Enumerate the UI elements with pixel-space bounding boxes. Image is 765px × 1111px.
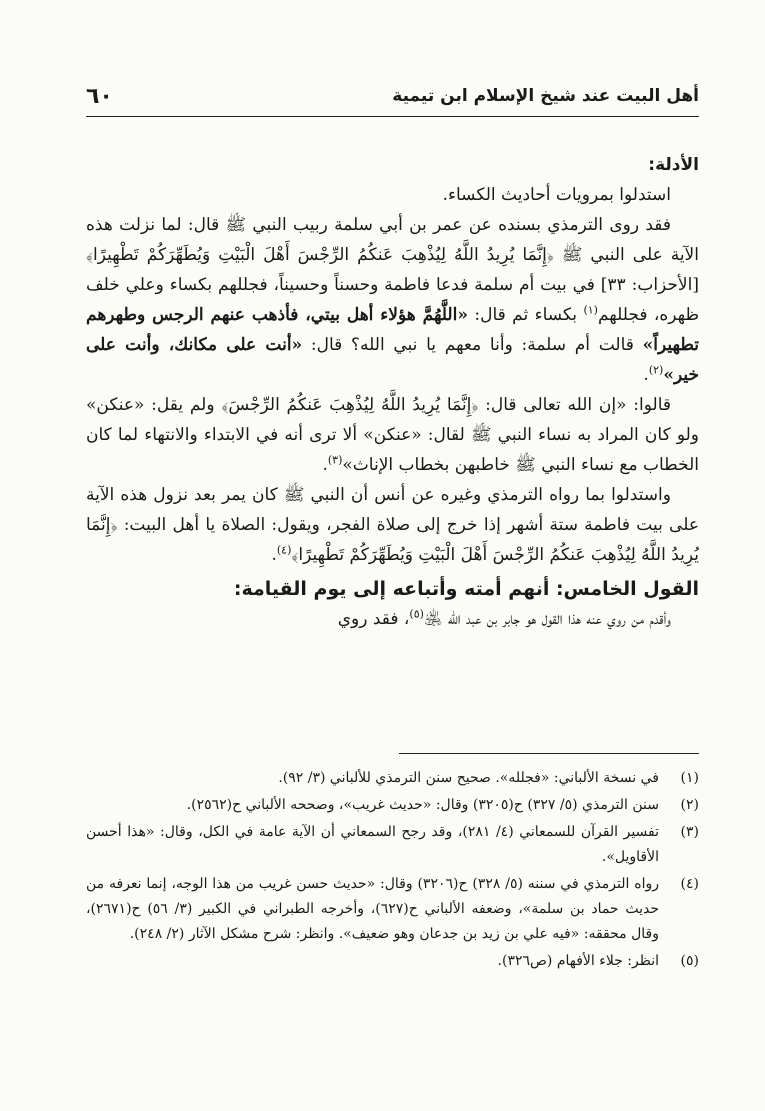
main-text: [86, 150, 699, 634]
p5-text-1: وأقدم من روي عنه هذا القول هو جابر بن عبد الله ﵁: [423, 609, 671, 629]
paragraph-3: [86, 390, 699, 480]
quran-verse-2: ﴿إِنَّمَا يُرِيدُ اللَّهُ لِيُذْهِبَ عَنكُمُ الرِّجْسَ﴾: [221, 395, 479, 415]
footnote-text: رواه الترمذي في سننه (٥/ ٣٢٨) ح(٣٢٠٦) وقال: «حديث حسن غريب من هذا الوجه، إنما نعرفه من حديث حماد بن سلمة»، وضعفه الألباني ح(٦٢٧)، وأخرجه الطبراني في الكبير (٣/ ٥٦) ح(٢٦٧١)، وقال محققه: «فيه علي بن زيد بن جدعان وهو ضعيف». وانظر: شرح مشكل الآثار (٢/ ٢٤٨).: [86, 876, 660, 942]
footnote-item: [86, 949, 699, 974]
header-rule: [86, 116, 699, 117]
footnote-separator: [399, 753, 699, 754]
footnote-item: [86, 793, 699, 818]
footnote-text: في نسخة الألباني: «فجلله». صحيح سنن الترمذي للألباني (٣/ ٩٢).: [278, 770, 659, 786]
book-page: [86, 0, 699, 1111]
p3-text-3: .: [322, 455, 328, 475]
footnote-item: [86, 766, 699, 791]
footnote-number: (٢): [680, 797, 699, 813]
paragraph-4: [86, 480, 699, 570]
p2-text-5: .: [643, 365, 649, 385]
p2-text-4: قالت أم سلمة: وأنا معهم يا نبي الله؟ قال:: [302, 335, 643, 355]
running-title: أهل البيت عند شيخ الإسلام ابن تيمية: [392, 86, 699, 106]
paragraph-2: [86, 210, 699, 390]
footnote-ref-5: (٥): [409, 607, 424, 621]
paragraph-5: [86, 604, 699, 634]
footnote-ref-4: (٤): [276, 543, 292, 557]
p2-text-1: فقد روى الترمذي بسنده عن عمر بن أبي سلمة ربيب النبي ﷺ قال: لما نزلت هذه الآية على النبي ﷺ: [86, 215, 699, 265]
p3-text-1: قالوا: «إن الله تعالى قال:: [478, 395, 672, 415]
page-header: [86, 78, 699, 114]
footnote-ref-3: (٣): [327, 453, 343, 467]
quran-verse-3: ﴿إِنَّمَا يُرِيدُ اللَّهُ لِيُذْهِبَ عَنكُمُ الرِّجْسَ أَهْلَ الْبَيْتِ وَيُطَهِّرَكُمْ تَطْهِيرًا﴾: [86, 515, 699, 565]
p4-text-2: .: [271, 545, 277, 565]
p3-text-2: ولم يقل: «عنكن» ولو كان المراد به نساء النبي ﷺ لقال: «عنكن» ألا ترى أنه في الابتداء والانتهاء لما كان الخطاب مع نساء النبي ﷺ خاطبهن بخطاب الإناث»: [86, 395, 699, 475]
p2-text-3: بكساء ثم قال:: [467, 305, 584, 325]
heading-fifth-opinion: القول الخامس: أنهم أمته وأتباعه إلى يوم القيامة:: [233, 578, 699, 600]
page-number: ٦٠: [86, 83, 113, 109]
footnote-number: (٥): [680, 953, 699, 969]
quran-verse-1: ﴿إِنَّمَا يُرِيدُ اللَّهُ لِيُذْهِبَ عَنكُمُ الرِّجْسَ أَهْلَ الْبَيْتِ وَيُطَهِّرَكُمْ تَطْهِيرًا﴾: [86, 245, 554, 265]
footnotes: [86, 766, 699, 976]
p5-text-2: ، فقد روي: [337, 609, 410, 629]
footnote-number: (١): [680, 770, 699, 786]
footnote-text: تفسير القرآن للسمعاني (٤/ ٢٨١)، وقد رجح السمعاني أن الآية عامة في الكل، وقال: «هذا أحسن الأقاويل».: [86, 824, 660, 865]
p4-text-1: واستدلوا بما رواه الترمذي وغيره عن أنس أن النبي ﷺ كان يمر بعد نزول هذه الآية على بيت فاطمة ستة أشهر إذا خرج إلى صلاة الفجر، ويقول: الصلاة يا أهل البيت:: [86, 485, 699, 535]
footnote-item: [86, 872, 699, 947]
footnote-text: انظر: جلاء الأفهام (ص٣٢٦).: [497, 953, 659, 969]
hadith-quote-2: «أنت على مكانك، وأنت على خير»: [86, 335, 699, 385]
footnote-number: (٣): [680, 824, 699, 840]
p2-text-2: [الأحزاب: ٣٣] في بيت أم سلمة فدعا فاطمة وحسناً وحسيناً، فجللهم بكساء وعلي خلف ظهره، فجللهم: [86, 275, 699, 325]
footnote-item: [86, 820, 699, 870]
footnote-ref-2: (٢): [648, 363, 664, 377]
heading-evidence: الأدلة:: [648, 155, 699, 175]
hadith-quote-1: «اللَّهُمَّ هؤلاء أهل بيتي، فأذهب عنهم الرجس وطهرهم تطهيراً»: [86, 305, 699, 355]
footnote-text: سنن الترمذي (٥/ ٣٢٧) ح(٣٢٠٥) وقال: «حديث غريب»، وصححه الألباني ح(٢٥٦٢).: [186, 797, 659, 813]
footnote-ref-1: (١): [583, 303, 598, 317]
paragraph-1: استدلوا بمرويات أحاديث الكساء.: [442, 185, 671, 205]
footnote-number: (٤): [680, 876, 699, 892]
